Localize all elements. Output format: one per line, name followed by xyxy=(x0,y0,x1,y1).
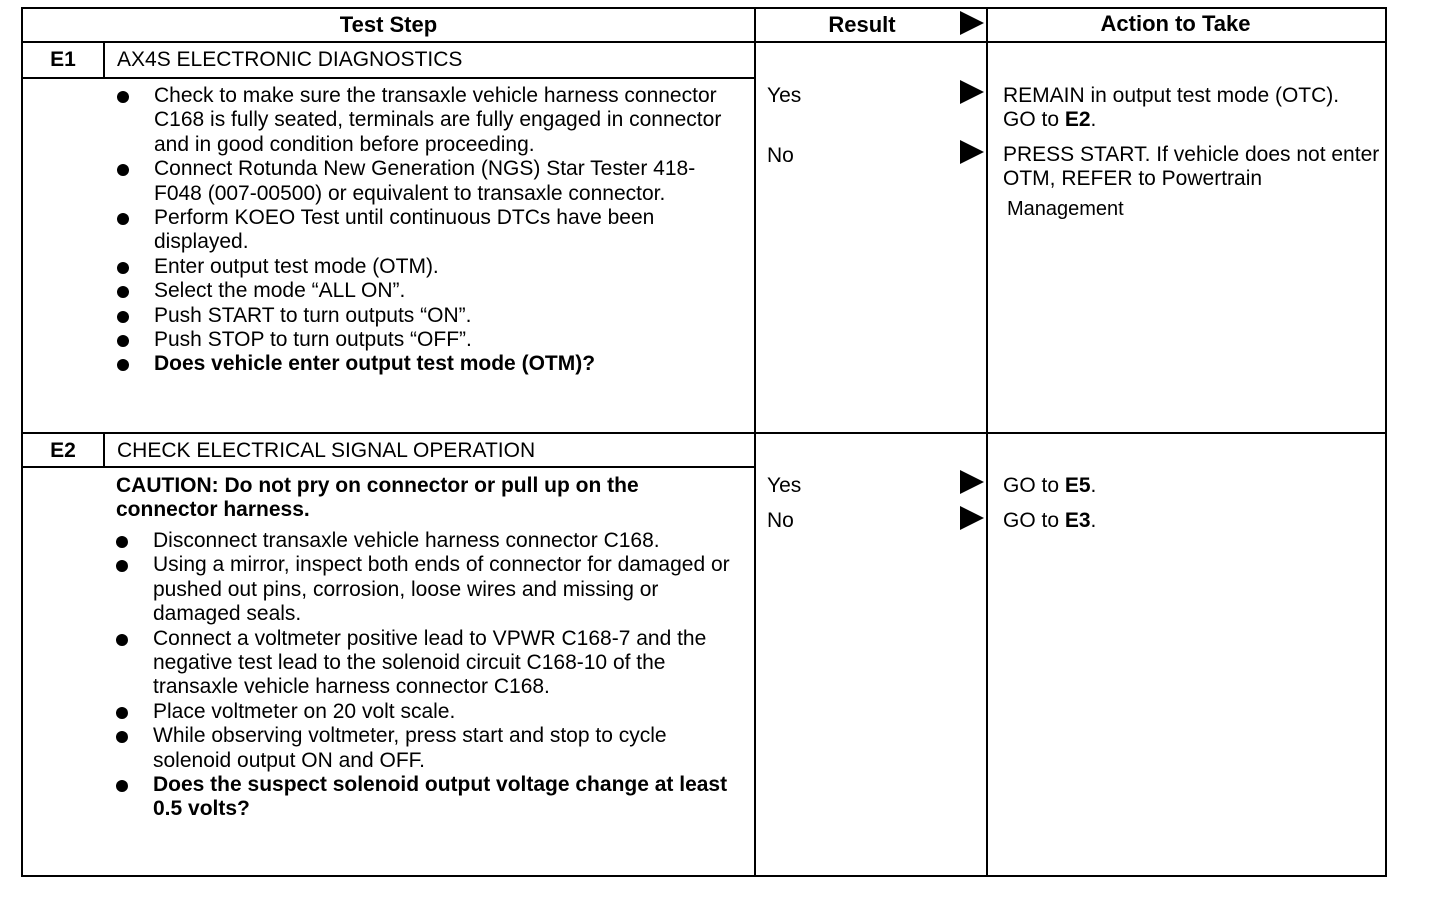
bullet-icon xyxy=(117,359,129,371)
header-action: Action to Take xyxy=(1100,11,1251,36)
bullet-icon xyxy=(117,335,129,347)
step-id-e2: E2 xyxy=(50,439,76,462)
list-item: Enter output test mode (OTM). xyxy=(117,255,737,279)
e1-action-yes: REMAIN in output test mode (OTC). GO to E2. xyxy=(1003,84,1340,132)
e1-action-no: PRESS START. If vehicle does not enter OTM, REFER to Powertrain Management xyxy=(1003,143,1380,220)
list-item: Connect Rotunda New Generation (NGS) Star Tester 418-F048 (007-00500) or equivalent to transaxle connector. xyxy=(117,157,737,206)
list-item: Disconnect transaxle vehicle harness connector C168. xyxy=(116,529,746,553)
column-divider-action xyxy=(986,7,988,877)
e1-action-no-extra: Management xyxy=(1007,197,1124,220)
e2-action-no: GO to E3. xyxy=(1003,509,1097,532)
e1-result-no: No xyxy=(767,144,794,167)
bullet-icon xyxy=(116,560,128,572)
e2-id-divider xyxy=(103,434,105,467)
step-ref: E2 xyxy=(1064,108,1091,132)
e2-result-yes: Yes xyxy=(767,474,802,497)
row-divider-e2 xyxy=(22,432,1387,434)
list-item: Perform KOEO Test until continuous DTCs have been displayed. xyxy=(117,206,737,255)
list-item: Check to make sure the transaxle vehicle harness connector C168 is fully seated, terminals are fully engaged in connector and in good condition before proceeding. xyxy=(117,84,737,157)
list-item: While observing voltmeter, press start and stop to cycle solenoid output ON and OFF. xyxy=(116,724,746,773)
e1-no-arrow-icon xyxy=(960,140,984,164)
bullet-icon xyxy=(117,91,129,103)
e2-bullet-list xyxy=(116,529,746,822)
e2-caution: CAUTION: Do not pry on connector or pull up on the connector harness. xyxy=(116,474,639,522)
bullet-icon xyxy=(117,311,129,323)
e1-id-divider xyxy=(103,43,105,78)
bullet-icon xyxy=(116,780,128,792)
header-rule xyxy=(22,41,1387,43)
list-item: Push START to turn outputs “ON”. xyxy=(117,304,737,328)
e2-result-no: No xyxy=(767,509,794,532)
e2-action-yes: GO to E5. xyxy=(1003,474,1097,497)
e2-no-arrow-icon xyxy=(960,506,984,530)
bullet-icon xyxy=(117,286,129,298)
e1-yes-arrow-icon xyxy=(960,80,984,104)
list-item-question: Does vehicle enter output test mode (OTM)? xyxy=(117,352,737,376)
header-arrow-icon xyxy=(960,11,984,35)
bullet-icon xyxy=(117,262,129,274)
bullet-icon xyxy=(116,731,128,743)
e2-yes-arrow-icon xyxy=(960,470,984,494)
bullet-icon xyxy=(117,164,129,176)
step-ref: E5 xyxy=(1064,474,1091,497)
step-id-e1: E1 xyxy=(50,48,76,71)
bullet-icon xyxy=(116,707,128,719)
bullet-icon xyxy=(116,634,128,646)
header-test-step: Test Step xyxy=(339,12,438,37)
table-border-bottom xyxy=(22,875,1387,877)
list-item: Using a mirror, inspect both ends of connector for damaged or pushed out pins, corrosion, loose wires and missing or damaged seals. xyxy=(116,553,746,626)
step-title-e1: AX4S ELECTRONIC DIAGNOSTICS xyxy=(117,48,463,71)
e1-bullet-list xyxy=(117,84,737,377)
e1-title-rule xyxy=(22,77,756,79)
list-item: Connect a voltmeter positive lead to VPWR C168-7 and the negative test lead to the solenoid circuit C168-10 of the transaxle vehicle harness connector C168. xyxy=(116,627,746,700)
list-item: Place voltmeter on 20 volt scale. xyxy=(116,700,746,724)
step-ref: E3 xyxy=(1064,509,1091,532)
header-result: Result xyxy=(828,12,896,37)
list-item: Push STOP to turn outputs “OFF”. xyxy=(117,328,737,352)
e1-result-yes: Yes xyxy=(767,84,802,107)
step-title-e2: CHECK ELECTRICAL SIGNAL OPERATION xyxy=(117,439,536,462)
list-item-question: Does the suspect solenoid output voltage change at least 0.5 volts? xyxy=(116,773,746,822)
table-border-right xyxy=(1385,7,1387,877)
bullet-icon xyxy=(116,536,128,548)
bullet-icon xyxy=(117,213,129,225)
list-item: Select the mode “ALL ON”. xyxy=(117,279,737,303)
e2-title-rule xyxy=(22,466,756,468)
column-divider-result xyxy=(754,7,756,877)
